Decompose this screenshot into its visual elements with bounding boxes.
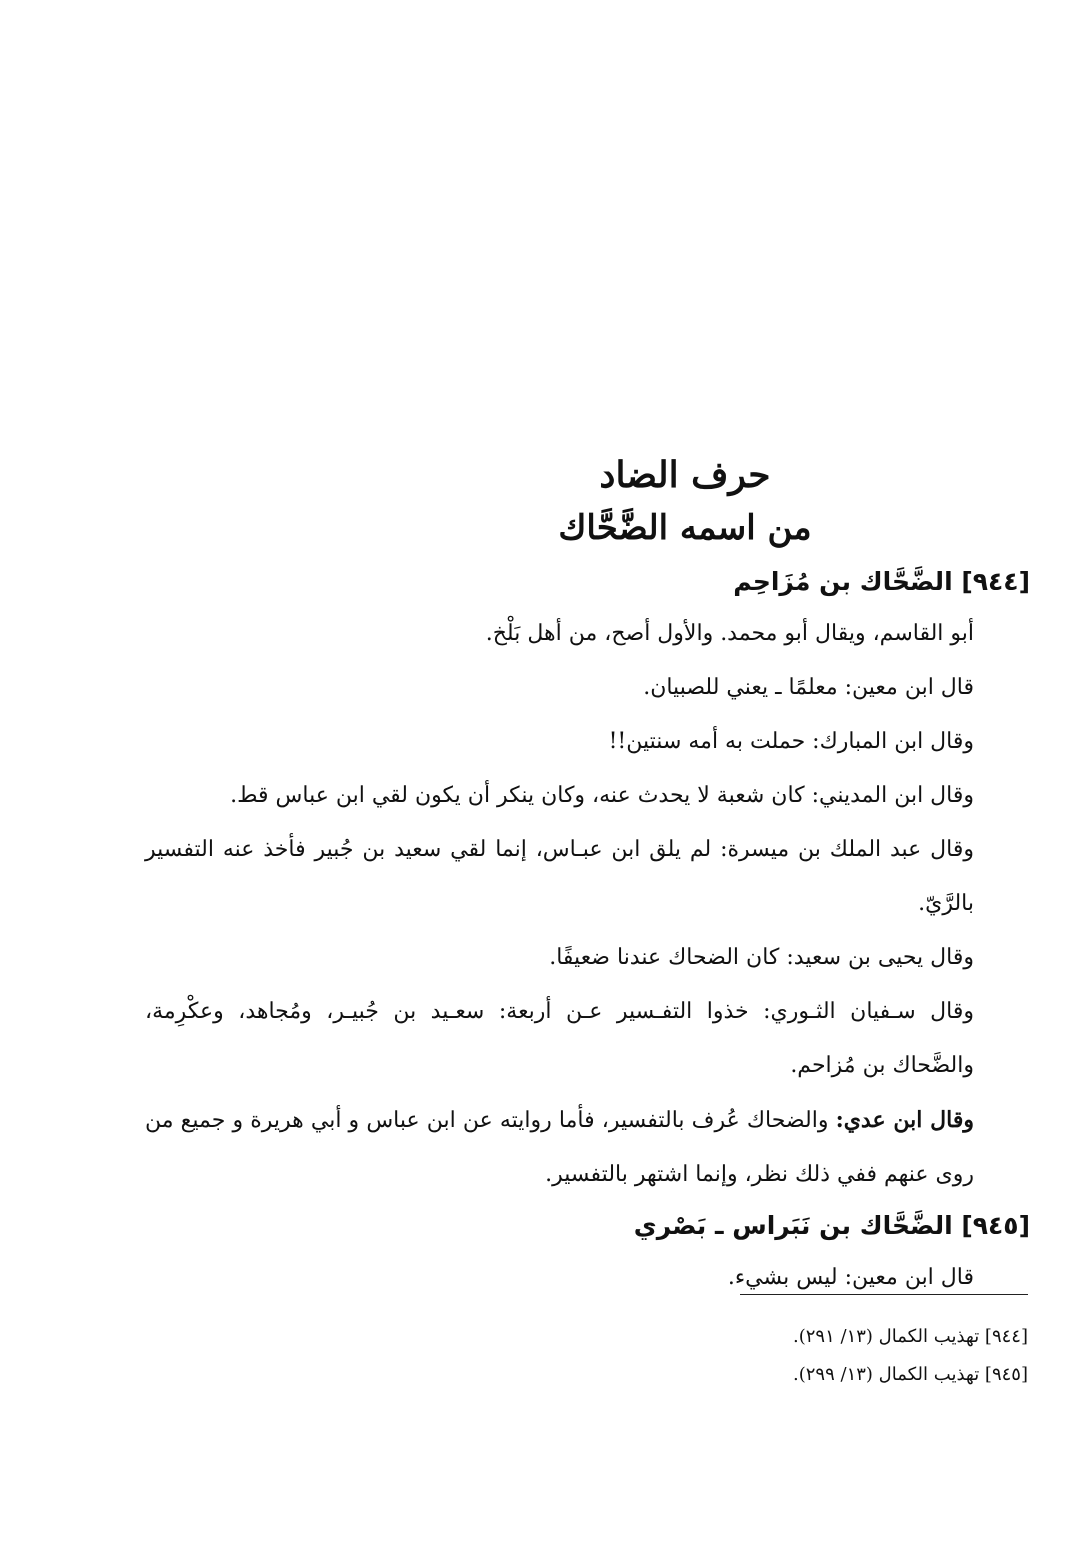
footnotes <box>600 1318 1028 1394</box>
paragraph-ibn-adi-text: والضحاك عُرف بالتفسير، فأما روايته عن ابن عباس و أبي هريرة و جميع من روى عنهم ففي ذلك نظر، وإنما اشتهر بالتفسير. <box>145 1108 974 1187</box>
paragraph-945-ibn-main: قال ابن معين: ليس بشيء. <box>727 1265 974 1290</box>
section-title: من اسمه الضَّحَّاك <box>558 508 812 548</box>
paragraph-ibn-adi-lead: وقال ابن عدي: <box>835 1107 974 1133</box>
footnote-divider <box>740 1294 1028 1295</box>
chapter-title: حرف الضاد <box>599 454 771 496</box>
footnote-945: [٩٤٥] تهذيب الكمال (١٣/ ٢٩٩). <box>793 1364 1028 1385</box>
chapter-heading-block <box>150 448 1070 554</box>
paragraph-ibn-main: قال ابن معين: معلمًا ـ يعني للصبيان. <box>643 675 974 700</box>
paragraph-kunya: أبو القاسم، ويقال أبو محمد. والأول أصح، من أهل بَلْخ. <box>485 621 974 646</box>
paragraph-ibn-adi <box>145 1093 1030 1201</box>
paragraph-ibn-mubarak: وقال ابن المبارك: حملت به أمه سنتين!! <box>608 729 974 754</box>
entry-heading-944: [٩٤٤] الضَّحَّاك بن مُزَاحِم <box>733 567 1030 596</box>
paragraph-abd-al-malik: وقال عبد الملك بن ميسرة: لم يلق ابن عبـاس، إنما لقي سعيد بن جُبير فأخذ عنه التفسير بالرَّيّ. <box>145 837 974 916</box>
main-text <box>145 557 1030 1305</box>
paragraph-yahya: وقال يحيى بن سعيد: كان الضحاك عندنا ضعيفًا. <box>549 945 974 970</box>
entry-heading-945: [٩٤٥] الضَّحَّاك بن نَبَراس ـ بَصْري <box>633 1211 1030 1240</box>
paragraph-sufyan: وقال سـفيان الثـوري: خذوا التفـسير عـن أربعة: سعـيد بن جُبيـر، ومُجاهد، وعكْرِمة، والضَّحاك بن مُزاحم. <box>145 999 974 1078</box>
paragraph-ibn-madini: وقال ابن المديني: كان شعبة لا يحدث عنه، وكان ينكر أن يكون لقي ابن عباس قط. <box>230 783 974 808</box>
footnote-944: [٩٤٤] تهذيب الكمال (١٣/ ٢٩١). <box>793 1326 1028 1347</box>
